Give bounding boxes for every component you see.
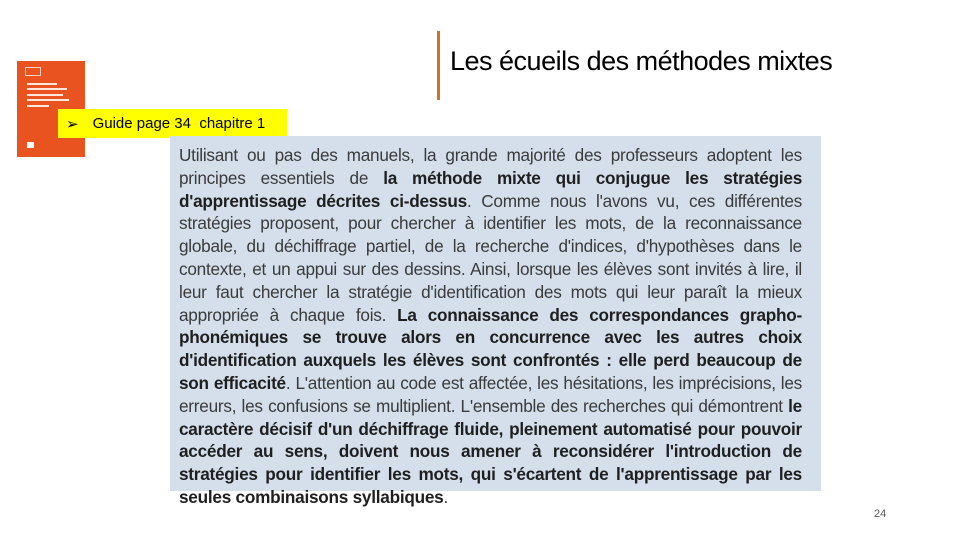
guide-excerpt <box>170 136 821 507</box>
arrow-bullet-icon: ➢ <box>66 115 79 133</box>
page-number: 24 <box>874 508 887 520</box>
slide-title: Les écueils des méthodes mixtes <box>450 46 833 76</box>
title-accent-bar <box>437 31 440 100</box>
guide-reference-text: Guide page 34 chapitre 1 <box>92 115 266 132</box>
guide-reference <box>58 109 287 138</box>
excerpt-paragraph: Utilisant ou pas des manuels, la grande majorité des professeurs adoptent les principes essentiels de la méthode mixte qui conjugue les stratégies d'apprentissage décrites ci-dessus. Comme nous l'avons vu, ces différentes stratégies proposent, pour chercher à identifier les mots, de la reconnaissance globale, du déchiffrage partiel, de la recherche d'indices, d'hypothèses dans le contexte, et un appui sur des dessins. Ainsi, lorsque les élèves sont invités à lire, il leur faut chercher la stratégie d'identification des mots qui leur paraît la mieux appropriée à chaque fois. La connaissance des correspondances grapho-phonémiques se trouve alors en concurrence avec les autres choix d'identification auxquels les élèves sont confrontés : elle perd beaucoup de son efficacité. L'attention au code est affectée, les hésitations, les imprécisions, les erreurs, les confusions se multiplient. L'ensemble des recherches qui démontrent le caractère décisif d'un déchiffrage fluide, pleinement automatisé pour pouvoir accéder au sens, doivent nous amener à reconsidérer l'introduction de stratégies pour identifier les mots, qui s'écartent de l'apprentissage par les seules combinaisons syllabiques. <box>179 145 803 507</box>
cover-logo <box>25 67 41 76</box>
cover-emblem <box>27 142 34 148</box>
